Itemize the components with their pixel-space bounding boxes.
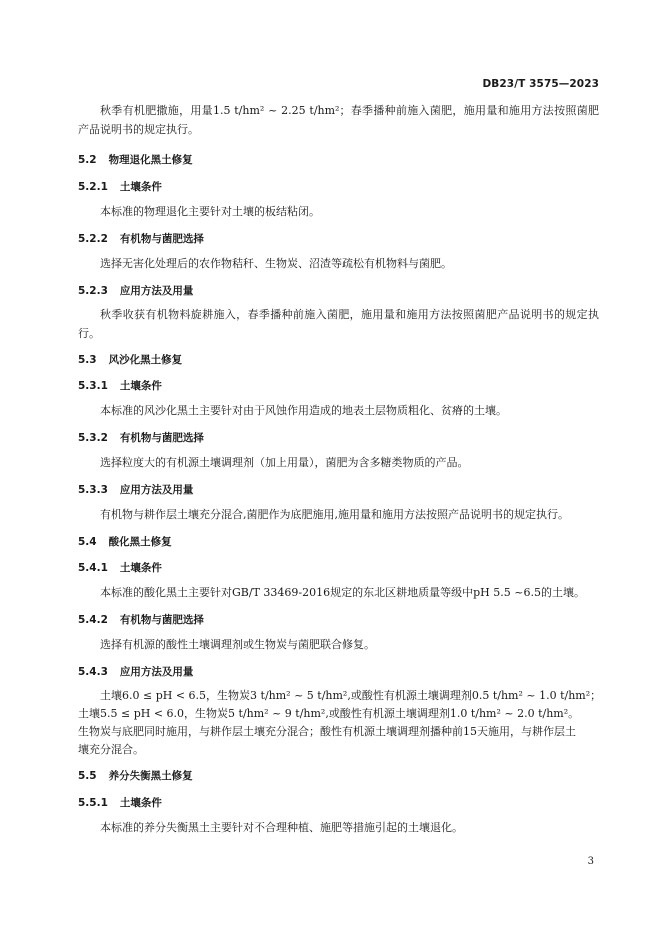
heading-5-4-2 — [78, 612, 204, 627]
paragraph-5-2-3: 秋季收获有机物料旋耕施入，春季播种前施入菌肥，施用量和施用方法按照菌肥产品说明书的规定执行。 — [78, 308, 599, 340]
heading-title: 物理退化黑土修复 — [108, 154, 193, 166]
paragraph-5-4-3-line-4: 壤充分混合。 — [78, 743, 144, 756]
heading-5-3-2 — [78, 430, 204, 445]
heading-5-2-1 — [78, 179, 162, 194]
heading-5-2-3 — [78, 283, 193, 298]
heading-number: 5.3.1 — [78, 380, 108, 392]
paragraph-5-5-1: 本标准的养分失衡黑土主要针对不合理种植、施肥等措施引起的土壤退化。 — [100, 821, 463, 834]
heading-number: 5.5 — [78, 770, 97, 782]
paragraph-5-4-1: 本标准的酸化黑土主要针对GB/T 33469-2016规定的东北区耕地质量等级中pH 5.5 ~6.5的土壤。 — [100, 586, 585, 599]
heading-title: 土壤条件 — [119, 380, 162, 392]
heading-5-4-1 — [78, 560, 162, 575]
heading-5-3 — [78, 352, 182, 367]
heading-title: 有机物与菌肥选择 — [119, 233, 204, 245]
heading-title: 土壤条件 — [119, 181, 162, 193]
heading-number: 5.2.1 — [78, 181, 108, 193]
heading-number: 5.4.2 — [78, 614, 108, 626]
heading-number: 5.4.3 — [78, 666, 108, 678]
heading-title: 应用方法及用量 — [119, 484, 194, 496]
heading-number: 5.2.2 — [78, 233, 108, 245]
paragraph-5-4-3-line-1: 土壤6.0 ≤ pH < 6.5，生物炭3 t/hm² ~ 5 t/hm²,或酸性有机源土壤调理剂0.5 t/hm² ~ 1.0 t/hm²； — [100, 689, 602, 702]
heading-5-2-2 — [78, 231, 204, 246]
heading-number: 5.3.2 — [78, 432, 108, 444]
heading-number: 5.4.1 — [78, 562, 108, 574]
document-code: DB23/T 3575—2023 — [482, 78, 599, 90]
heading-5-3-3 — [78, 482, 193, 497]
heading-number: 5.2.3 — [78, 285, 108, 297]
paragraph-5-4-3-line-3: 生物炭与底肥同时施用，与耕作层土壤充分混合；酸性有机源土壤调理剂播种前15天施用，与耕作层土 — [78, 725, 576, 738]
heading-title: 酸化黑土修复 — [108, 536, 172, 548]
page-number: 3 — [587, 856, 594, 867]
heading-number: 5.3 — [78, 354, 97, 366]
heading-title: 有机物与菌肥选择 — [119, 614, 204, 626]
heading-5-5 — [78, 768, 193, 783]
heading-5-3-1 — [78, 378, 162, 393]
heading-number: 5.4 — [78, 536, 97, 548]
heading-title: 应用方法及用量 — [119, 666, 194, 678]
paragraph-5-4-2: 选择有机源的酸性土壤调理剂或生物炭与菌肥联合修复。 — [100, 638, 375, 651]
heading-5-5-1 — [78, 795, 162, 810]
heading-5-4-3 — [78, 664, 193, 679]
heading-title: 土壤条件 — [119, 797, 162, 809]
paragraph-5-3-3: 有机物与耕作层土壤充分混合,菌肥作为底肥施用,施用量和施用方法按照产品说明书的规定执行。 — [100, 508, 569, 521]
heading-title: 应用方法及用量 — [119, 285, 194, 297]
paragraph-intro: 秋季有机肥撒施，用量1.5 t/hm² ~ 2.25 t/hm²；春季播种前施入菌肥，施用量和施用方法按照菌肥产品说明书的规定执行。 — [78, 104, 599, 136]
paragraph-5-3-2: 选择粒度大的有机源土壤调理剂（加上用量），菌肥为含多糖类物质的产品。 — [100, 456, 469, 469]
heading-number: 5.3.3 — [78, 484, 108, 496]
heading-5-2 — [78, 152, 193, 167]
paragraph-5-4-3-line-2: 土壤5.5 ≤ pH < 6.0，生物炭5 t/hm² ~ 9 t/hm²,或酸性有机源土壤调理剂1.0 t/hm² ~ 2.0 t/hm²。 — [78, 707, 580, 720]
paragraph-5-2-1: 本标准的物理退化主要针对土壤的板结粘闭。 — [100, 205, 320, 218]
heading-title: 土壤条件 — [119, 562, 162, 574]
heading-number: 5.5.1 — [78, 797, 108, 809]
heading-5-4 — [78, 534, 172, 549]
paragraph-5-2-2: 选择无害化处理后的农作物秸秆、生物炭、沼渣等疏松有机物料与菌肥。 — [100, 257, 452, 270]
heading-number: 5.2 — [78, 154, 97, 166]
paragraph-5-3-1: 本标准的风沙化黑土主要针对由于风蚀作用造成的地表土层物质粗化、贫瘠的土壤。 — [100, 404, 507, 417]
heading-title: 风沙化黑土修复 — [108, 354, 183, 366]
heading-title: 有机物与菌肥选择 — [119, 432, 204, 444]
heading-title: 养分失衡黑土修复 — [108, 770, 193, 782]
